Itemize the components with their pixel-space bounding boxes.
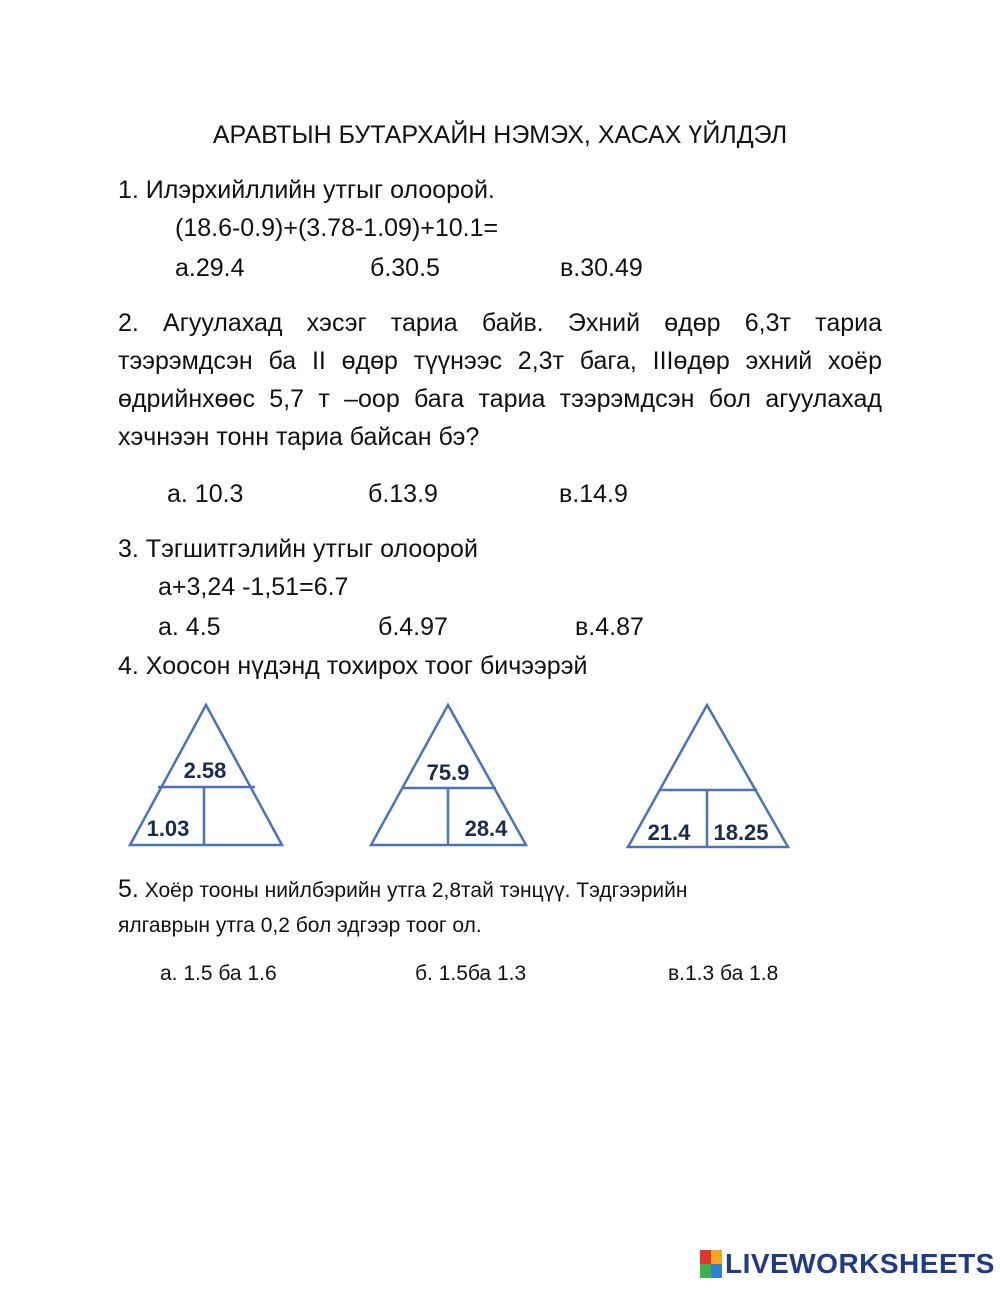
q4-prompt: 4. Хоосон нүдэнд тохирох тоог бичээрэй — [118, 652, 588, 680]
q2-option-b: б.13.9 — [368, 480, 438, 508]
liveworksheets-logo — [700, 1248, 995, 1280]
q5-option-a: а. 1.5 ба 1.6 — [160, 962, 277, 985]
triangle-1-left: 1.03 — [146, 816, 190, 841]
q1-prompt: 1. Илэрхийллийн утгыг олоорой. — [118, 176, 495, 204]
triangle-3 — [628, 705, 788, 847]
triangle-2-top: 75.9 — [426, 760, 470, 785]
q5-number: 5. — [118, 875, 139, 903]
q2-text: 2. Агуулахад хэсэг тариа байв. Эхний өдөр 6,3т тариа тээрэмдсэн ба II өдөр түүнээс 2,3т бага, IIIөдөр эхний хоёр өдрийнхөөс 5,7 т –оор бага тариа тээрэмдсэн бол агуулахад хэчнээн тонн тариа байсан бэ? — [118, 309, 882, 451]
q3-option-a: а. 4.5 — [158, 613, 221, 641]
q2-option-c: в.14.9 — [559, 480, 628, 508]
triangle-2-right: 28.4 — [464, 816, 508, 841]
q2-option-a: а. 10.3 — [167, 480, 244, 508]
triangle-2 — [371, 705, 526, 845]
triangle-1 — [130, 705, 282, 845]
q1-expression: (18.6-0.9)+(3.78-1.09)+10.1= — [175, 214, 499, 242]
liveworksheets-logo-icon — [700, 1250, 722, 1278]
q3-equation: а+3,24 -1,51=6.7 — [158, 573, 349, 601]
q3-option-c: в.4.87 — [575, 613, 644, 641]
page-title: АРАВТЫН БУТАРХАЙН НЭМЭХ, ХАСАХ ҮЙЛДЭЛ — [212, 121, 788, 149]
triangle-3-right: 18.25 — [713, 820, 769, 845]
q5-text — [118, 872, 878, 943]
q5-option-b: б. 1.5ба 1.3 — [415, 962, 527, 985]
q1-option-b: б.30.5 — [370, 254, 440, 282]
q5-text-line2: ялгаврын утга 0,2 бол эдгээр тоог ол. — [118, 914, 482, 937]
liveworksheets-logo-text: LIVEWORKSHEETS — [725, 1248, 995, 1279]
q5-option-c: в.1.3 ба 1.8 — [668, 962, 779, 985]
triangle-1-top: 2.58 — [183, 758, 227, 783]
q3-option-b: б.4.97 — [378, 613, 448, 641]
triangle-3-left: 21.4 — [647, 820, 691, 845]
q1-option-a: а.29.4 — [175, 254, 245, 282]
q1-option-c: в.30.49 — [560, 254, 643, 282]
q3-prompt: 3. Тэгшитгэлийн утгыг олоорой — [118, 535, 478, 563]
q5-text-line1: Хоёр тооны нийлбэрийн утга 2,8тай тэнцүү. Тэдгээрийн — [138, 879, 688, 902]
